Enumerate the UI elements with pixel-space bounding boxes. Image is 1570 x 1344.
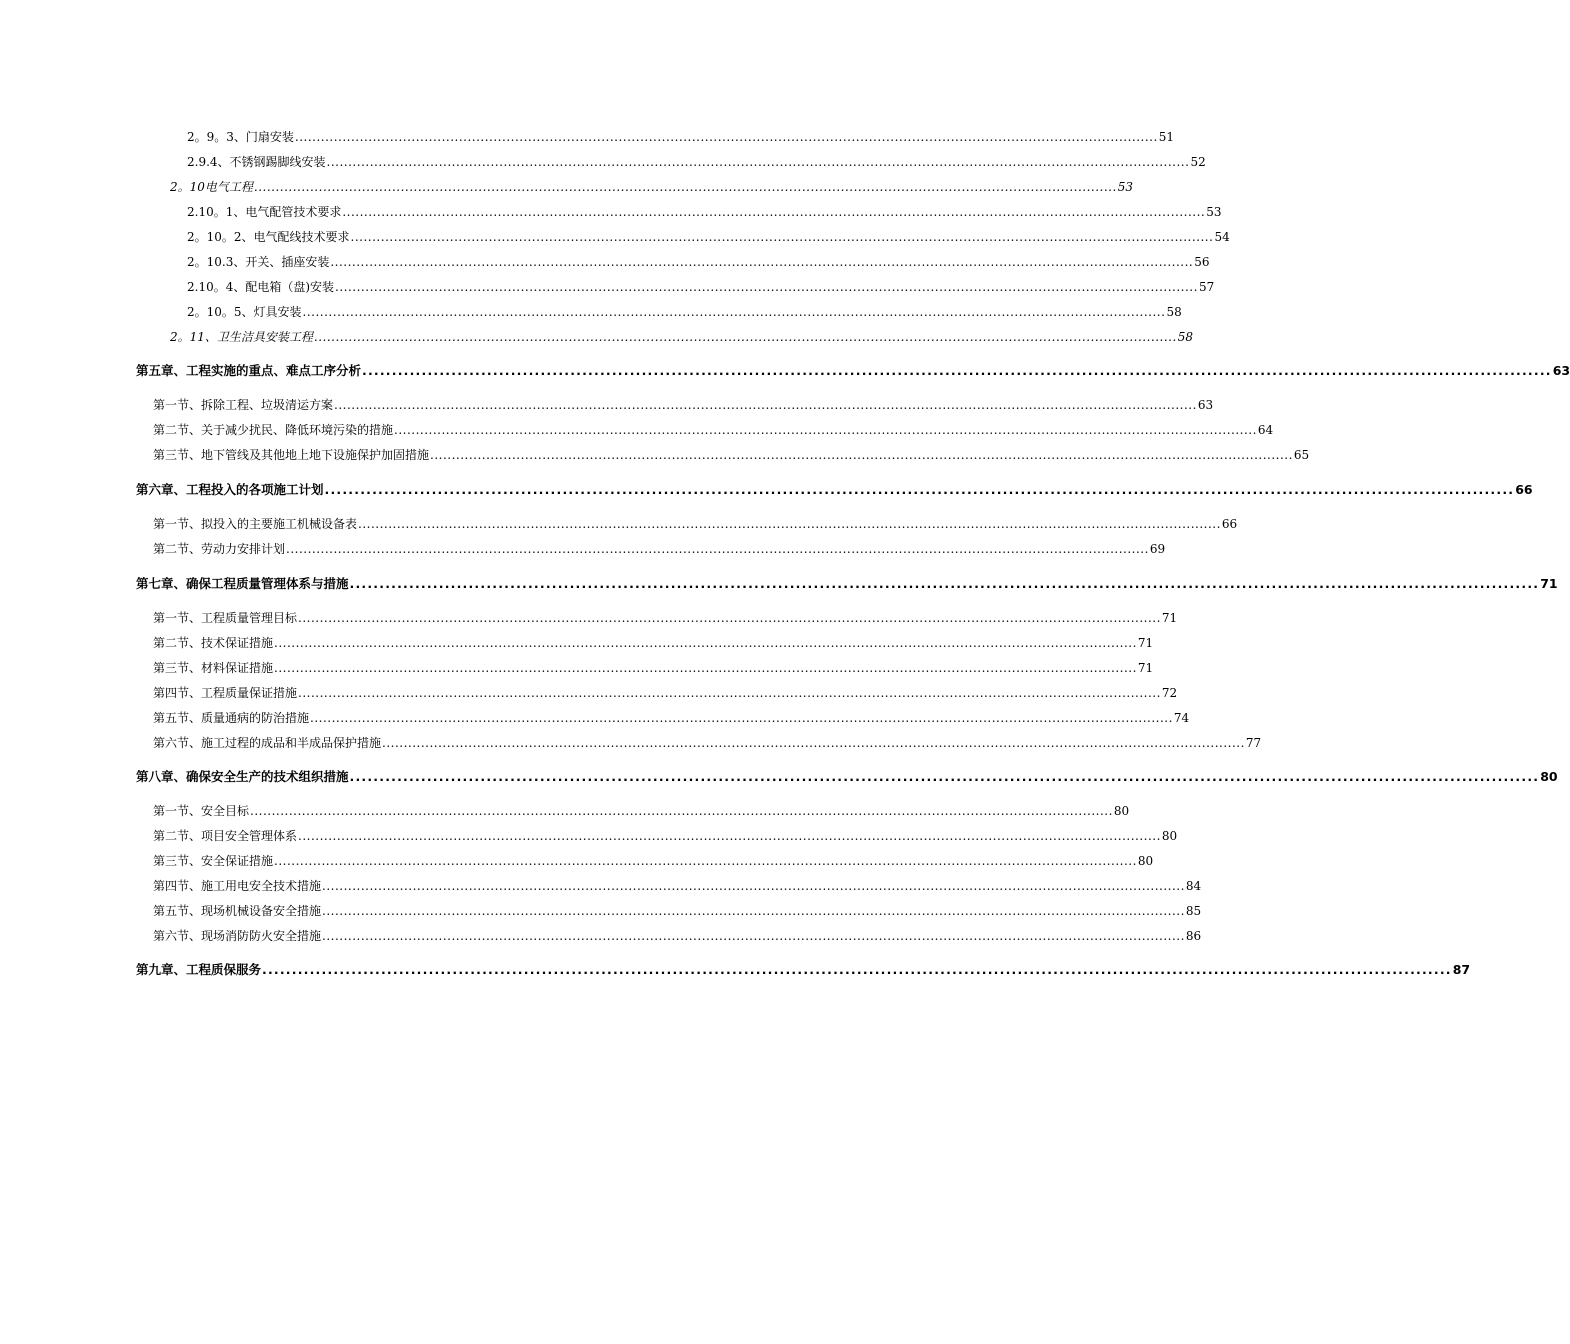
toc-entry[interactable] (153, 877, 1202, 895)
toc-page-number: 57 (1198, 280, 1215, 294)
toc-page-number: 80 (1137, 854, 1154, 868)
toc-chapter-entry[interactable] (136, 768, 1558, 786)
toc-page-number: 80 (1113, 804, 1130, 818)
toc-entry[interactable] (153, 709, 1190, 727)
toc-entry-label: 2.10。1、电气配管技术要求 (187, 205, 342, 219)
toc-dot-leader: ........................................................................................................................................................................................................ (274, 854, 1137, 868)
toc-entry[interactable] (153, 540, 1166, 558)
toc-dot-leader: ........................................................................................................................................................................................................ (326, 155, 1190, 169)
toc-entry-label: 2.9.4、不锈钢踢脚线安装 (187, 155, 326, 169)
toc-dot-leader: ........................................................................................................................................................................................................ (382, 736, 1245, 750)
toc-dot-leader: ........................................................................................................................................................................................................ (330, 255, 1194, 269)
toc-dot-leader: ........................................................................................................................................................................................................ (350, 230, 1214, 244)
toc-dot-leader: ........................................................................................................................................................................................................ (298, 686, 1161, 700)
toc-page-number: 77 (1245, 736, 1262, 750)
toc-entry[interactable] (153, 659, 1154, 677)
toc-entry[interactable] (153, 515, 1238, 533)
toc-dot-leader: ........................................................................................................................................................................................................ (298, 829, 1161, 843)
toc-entry[interactable] (187, 203, 1222, 221)
toc-entry-label: 第五章、工程实施的重点、难点工序分析 (136, 363, 362, 378)
toc-entry-label: 2。10。5、灯具安装 (187, 305, 302, 319)
toc-dot-leader: ........................................................................................................................................................................................................ (394, 423, 1257, 437)
toc-entry[interactable] (153, 827, 1178, 845)
toc-page-number: 63 (1197, 398, 1214, 412)
toc-dot-leader: ........................................................................................................................................................................................................ (262, 962, 1452, 977)
toc-dot-leader: ........................................................................................................................................................................................................ (253, 180, 1117, 194)
toc-dot-leader: ........................................................................................................................................................................................................ (324, 482, 1515, 497)
toc-entry[interactable] (187, 153, 1206, 171)
toc-dot-leader: ........................................................................................................................................................................................................ (430, 448, 1293, 462)
toc-entry-label: 第二节、技术保证措施 (153, 636, 274, 650)
toc-dot-leader: ........................................................................................................................................................................................................ (302, 305, 1166, 319)
toc-page-number: 52 (1190, 155, 1206, 169)
toc-entry[interactable] (153, 609, 1178, 627)
toc-entry[interactable] (170, 178, 1134, 196)
toc-entry[interactable] (187, 253, 1210, 271)
toc-entry-label: 第五节、质量通病的防治措施 (153, 711, 310, 725)
toc-dot-leader: ........................................................................................................................................................................................................ (335, 280, 1198, 294)
toc-entry-label: 2.10。4、配电箱（盘)安装 (187, 280, 335, 294)
toc-page-number: 66 (1515, 482, 1533, 497)
toc-page-number: 80 (1540, 769, 1558, 784)
toc-dot-leader: ........................................................................................................................................................................................................ (349, 769, 1540, 784)
toc-page-number: 71 (1540, 576, 1558, 591)
toc-page-number: 53 (1117, 180, 1134, 194)
toc-dot-leader: ........................................................................................................................................................................................................ (342, 205, 1206, 219)
toc-page-number: 72 (1161, 686, 1178, 700)
toc-entry-label: 2。10.3、开关、插座安装 (187, 255, 330, 269)
toc-page-number: 65 (1293, 448, 1310, 462)
toc-page-number: 80 (1161, 829, 1178, 843)
toc-dot-leader: ........................................................................................................................................................................................................ (294, 130, 1158, 144)
toc-entry-label: 第六章、工程投入的各项施工计划 (136, 482, 324, 497)
toc-entry[interactable] (153, 902, 1202, 920)
toc-entry[interactable] (153, 684, 1178, 702)
toc-dot-leader: ........................................................................................................................................................................................................ (322, 929, 1185, 943)
toc-page-number: 87 (1452, 962, 1471, 977)
toc-entry-label: 第四节、工程质量保证措施 (153, 686, 298, 700)
toc-dot-leader: ........................................................................................................................................................................................................ (310, 711, 1173, 725)
toc-page-number: 71 (1137, 636, 1154, 650)
toc-entry-label: 2。11、卫生洁具安装工程 (170, 330, 313, 344)
toc-page-number: 69 (1149, 542, 1166, 556)
toc-entry[interactable] (153, 421, 1274, 439)
toc-page-number: 66 (1221, 517, 1238, 531)
toc-chapter-entry[interactable] (136, 481, 1533, 499)
toc-dot-leader: ........................................................................................................................................................................................................ (274, 636, 1137, 650)
toc-entry[interactable] (153, 634, 1154, 652)
toc-chapter-entry[interactable] (136, 961, 1471, 979)
toc-page-number: 74 (1173, 711, 1190, 725)
toc-entry[interactable] (187, 128, 1175, 146)
toc-entry[interactable] (153, 734, 1262, 752)
toc-dot-leader: ........................................................................................................................................................................................................ (349, 576, 1540, 591)
toc-entry-label: 第三节、材料保证措施 (153, 661, 274, 675)
toc-entry-label: 2。10。2、电气配线技术要求 (187, 230, 350, 244)
toc-entry-label: 第二节、关于减少扰民、降低环境污染的措施 (153, 423, 394, 437)
toc-entry-label: 2。9。3、门扇安装 (187, 130, 294, 144)
toc-entry[interactable] (170, 328, 1194, 346)
toc-entry-label: 第二节、项目安全管理体系 (153, 829, 298, 843)
toc-entry[interactable] (187, 303, 1182, 321)
toc-page-number: 85 (1185, 904, 1202, 918)
toc-page-number: 84 (1185, 879, 1202, 893)
toc-entry[interactable] (153, 396, 1214, 414)
toc-entry[interactable] (153, 446, 1310, 464)
toc-entry-label: 第八章、确保安全生产的技术组织措施 (136, 769, 349, 784)
toc-dot-leader: ........................................................................................................................................................................................................ (286, 542, 1149, 556)
toc-dot-leader: ........................................................................................................................................................................................................ (274, 661, 1137, 675)
toc-chapter-entry[interactable] (136, 575, 1558, 593)
toc-page-number: 53 (1206, 205, 1222, 219)
toc-page-number: 71 (1161, 611, 1178, 625)
toc-dot-leader: ........................................................................................................................................................................................................ (322, 879, 1185, 893)
toc-entry-label: 第一节、拟投入的主要施工机械设备表 (153, 517, 358, 531)
toc-dot-leader: ........................................................................................................................................................................................................ (362, 363, 1552, 378)
toc-dot-leader: ........................................................................................................................................................................................................ (334, 398, 1197, 412)
toc-entry[interactable] (187, 228, 1230, 246)
toc-entry-label: 2。10电气工程 (170, 180, 253, 194)
toc-page-number: 64 (1257, 423, 1274, 437)
toc-entry[interactable] (187, 278, 1215, 296)
toc-entry-label: 第九章、工程质保服务 (136, 962, 262, 977)
toc-entry-label: 第一节、安全目标 (153, 804, 250, 818)
toc-page-number: 58 (1177, 330, 1194, 344)
toc-entry-label: 第六节、现场消防防火安全措施 (153, 929, 322, 943)
toc-dot-leader: ........................................................................................................................................................................................................ (322, 904, 1185, 918)
toc-entry-label: 第一节、工程质量管理目标 (153, 611, 298, 625)
toc-entry-label: 第七章、确保工程质量管理体系与措施 (136, 576, 349, 591)
toc-entry-label: 第五节、现场机械设备安全措施 (153, 904, 322, 918)
toc-entry-label: 第六节、施工过程的成品和半成品保护措施 (153, 736, 382, 750)
toc-entry-label: 第四节、施工用电安全技术措施 (153, 879, 322, 893)
toc-entry[interactable] (153, 927, 1202, 945)
toc-page-number: 86 (1185, 929, 1202, 943)
toc-page-number: 51 (1158, 130, 1175, 144)
toc-page-number: 56 (1194, 255, 1210, 269)
toc-page-number: 54 (1214, 230, 1230, 244)
toc-chapter-entry[interactable] (136, 362, 1570, 380)
toc-entry-label: 第三节、安全保证措施 (153, 854, 274, 868)
toc-dot-leader: ........................................................................................................................................................................................................ (358, 517, 1221, 531)
toc-entry-label: 第一节、拆除工程、垃圾清运方案 (153, 398, 334, 412)
toc-entry-label: 第二节、劳动力安排计划 (153, 542, 286, 556)
toc-dot-leader: ........................................................................................................................................................................................................ (250, 804, 1113, 818)
toc-entry[interactable] (153, 802, 1130, 820)
toc-dot-leader: ........................................................................................................................................................................................................ (298, 611, 1161, 625)
toc-page-number: 58 (1166, 305, 1182, 319)
toc-entry-label: 第三节、地下管线及其他地上地下设施保护加固措施 (153, 448, 430, 462)
toc-dot-leader: ........................................................................................................................................................................................................ (313, 330, 1177, 344)
toc-page-number: 71 (1137, 661, 1154, 675)
toc-entry[interactable] (153, 852, 1154, 870)
toc-page-number: 63 (1552, 363, 1570, 378)
